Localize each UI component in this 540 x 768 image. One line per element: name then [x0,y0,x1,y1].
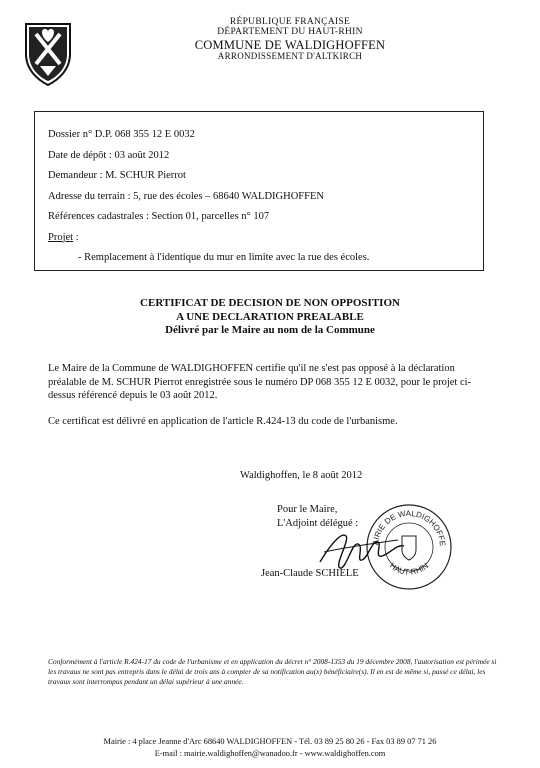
certification-paragraph: Le Maire de la Commune de WALDIGHOFFEN certifie qu'il ne s'est pas opposé à la déclaration préalable de M. SCHUR Pierrot enregistrée sous le numéro DP 068 355 12 E 0032, pour le projet ci-dessus référencé depuis le 03 août 2012. [48,363,472,401]
cadastral-references: Références cadastrales : Section 01, parcelles n° 107 [48,211,270,222]
for-mayor: Pour le Maire, [277,504,338,515]
footer-address: Mairie : 4 place Jeanne d'Arc 68640 WALDIGHOFFEN - Tél. 03 89 25 80 26 - Fax 03 89 07 71 26 [103,737,437,746]
page-footer [40,736,500,760]
project-colon: : [73,231,79,243]
republic-line: RÉPUBLIQUE FRANÇAISE [229,17,351,27]
legal-footnote: Conformément à l'article R.424-17 du code de l'urbanisme et en application du décret n° 2008-1353 du 19 décembre 2008, l'autorisation est périmée si les travaux ne sont pas entrepris dans le délai de trois ans à compter de sa notification au(x) bénéficiaire(s). Il en est de même si, passé ce délai, les travaux sont interrompus pendant un délai supérieur à une année. [48,657,497,686]
title-line-3: Délivré par le Maire au nom de la Commune [165,324,375,336]
signatory-name: Jean-Claude SCHIELE [261,568,359,579]
project-description: - Remplacement à l'identique du mur en limite avec la rue des écoles. [78,252,370,263]
coat-of-arms-icon [18,18,78,88]
title-line-2: A UNE DECLARATION PREALABLE [176,310,364,323]
place-and-date: Waldighoffen, le 8 août 2012 [240,470,363,481]
applicant: Demandeur : M. SCHUR Pierrot [48,170,186,181]
project-label: Projet [48,231,74,243]
deposit-date: Date de dépôt : 03 août 2012 [48,149,170,161]
certificate-title [60,297,480,338]
title-line-1: CERTIFICAT DE DECISION DE NON OPPOSITION [140,297,400,309]
legal-basis-paragraph: Ce certificat est délivré en application de l'article R.424-13 du code de l'urbanisme. [48,416,398,427]
footer-contact: E-mail : mairie.waldighoffen@wanadoo.fr - www.waldighoffen.com [154,749,386,758]
land-address: Adresse du terrain : 5, rue des écoles – 68640 WALDIGHOFFEN [48,190,324,202]
arrondissement-line: ARRONDISSEMENT D'ALTKIRCH [217,51,363,62]
letterhead [140,18,440,62]
dossier-number: Dossier n° D.P. 068 355 12 E 0032 [48,129,195,140]
department-line: DÉPARTEMENT DU HAUT-RHIN [217,26,363,37]
commune-line: COMMUNE DE WALDIGHOFFEN [194,37,386,52]
project-heading [48,228,469,249]
stamp-top-text: AIRIE DE WALDIGHOFFE [370,508,448,547]
dossier-info-box [34,111,484,271]
deputy-title: L'Adjoint délégué : [277,518,359,529]
stamp-bottom-text: HAUT-RHIN [387,561,431,577]
